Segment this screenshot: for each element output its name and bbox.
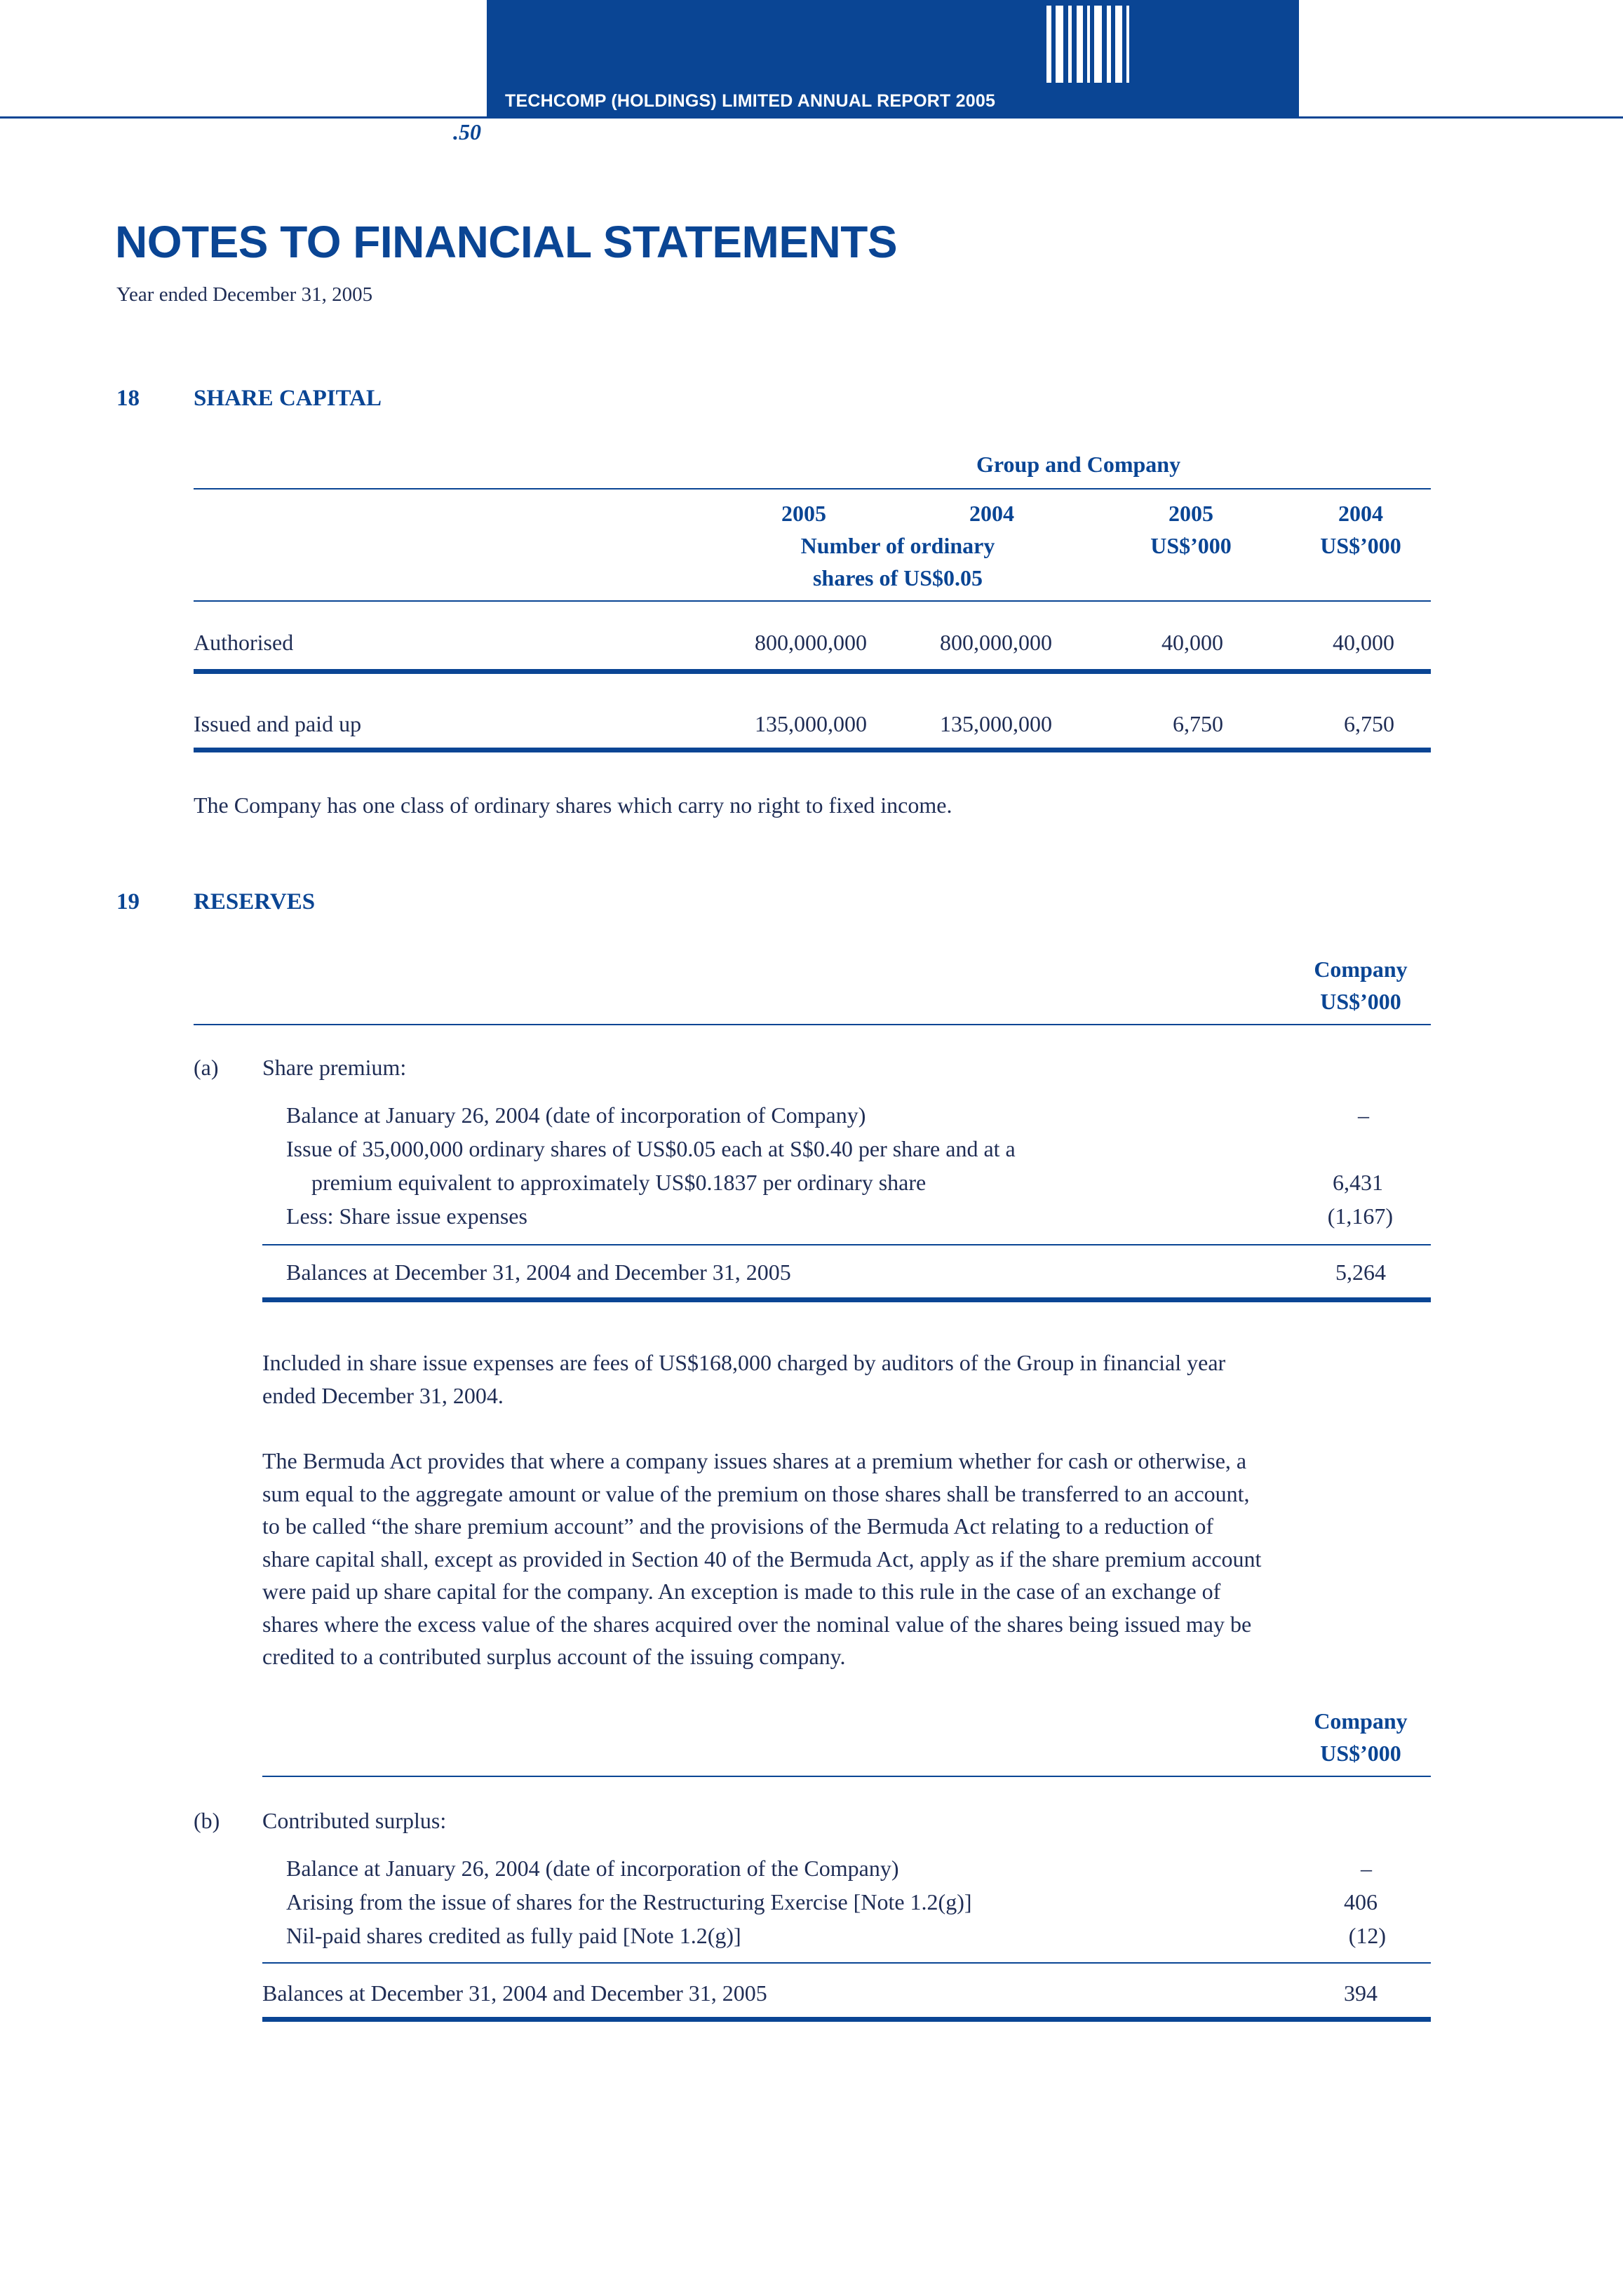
reserve-value: 6,431	[1333, 1170, 1383, 1195]
reserve-row: premium equivalent to approximately US$0.1837 per ordinary share	[311, 1170, 927, 1195]
reserve-total-label: Balances at December 31, 2004 and December 31, 2005	[262, 1980, 767, 2006]
paragraph-line: The Bermuda Act provides that where a company issues shares at a premium whether for cash or otherwise, a	[262, 1448, 1247, 1473]
table-rule-thick	[194, 748, 1431, 752]
company-col-header: Company	[1314, 957, 1408, 982]
note-19-title: RESERVES	[194, 889, 316, 914]
paragraph-line: to be called “the share premium account” and the provisions of the Bermuda Act relating to a reduction of	[262, 1513, 1213, 1539]
paragraph-line: sum equal to the aggregate amount or value of the premium on those shares shall be transferred to an account,	[262, 1480, 1250, 1506]
group-company-header: Group and Company	[976, 452, 1181, 477]
barcode-logo-icon	[1046, 6, 1136, 83]
header-rule	[0, 116, 1623, 119]
currency-col-header: US$’000	[1320, 1741, 1401, 1766]
currency-col-header: US$’000	[1320, 989, 1401, 1014]
reserve-row: Issue of 35,000,000 ordinary shares of US$0.05 each at S$0.40 per share and at a	[286, 1136, 1016, 1161]
page-number: .50	[453, 119, 481, 144]
reserve-row: Arising from the issue of shares for the Restructuring Exercise [Note 1.2(g)]	[286, 1889, 972, 1915]
paragraph-line: were paid up share capital for the company. An exception is made to this rule in the case of an exchange of	[262, 1579, 1221, 1604]
reserve-row: Balance at January 26, 2004 (date of incorporation of the Company)	[286, 1856, 899, 1881]
share-capital-note: The Company has one class of ordinary shares which carry no right to fixed income.	[194, 792, 952, 818]
currency-col-header: US$’000	[1320, 533, 1401, 558]
report-title: TECHCOMP (HOLDINGS) LIMITED ANNUAL REPORT 2005	[505, 91, 996, 111]
currency-col-header: US$’000	[1150, 533, 1232, 558]
paragraph-line: shares where the excess value of the shares acquired over the nominal value of the shares being issued may be	[262, 1611, 1252, 1637]
table-rule-thick	[194, 669, 1431, 674]
shares-col-header: Number of ordinary	[800, 533, 995, 558]
paragraph-line: credited to a contributed surplus account of the issuing company.	[262, 1644, 846, 1669]
page-subtitle: Year ended December 31, 2005	[116, 283, 373, 306]
reserve-row: Nil-paid shares credited as fully paid [Note 1.2(g)]	[286, 1923, 741, 1948]
table-rule-thick	[262, 1297, 1431, 1302]
paragraph-line: Included in share issue expenses are fees of US$168,000 charged by auditors of the Group in financial year	[262, 1350, 1226, 1375]
table-cell: 800,000,000	[940, 630, 1052, 655]
table-rule	[262, 1962, 1431, 1964]
bermuda-act-paragraph	[262, 1445, 1431, 1673]
paragraph-line: ended December 31, 2004.	[262, 1382, 504, 1408]
table-rule	[194, 600, 1431, 602]
reserve-total-value: 5,264	[1335, 1260, 1386, 1285]
paragraph-line: share capital shall, except as provided in Section 40 of the Bermuda Act, apply as if the share premium account	[262, 1546, 1262, 1572]
reserve-value: –	[1358, 1102, 1369, 1128]
col-header-year: 2004	[969, 501, 1014, 526]
table-cell: 40,000	[1333, 630, 1394, 655]
page-title: NOTES TO FINANCIAL STATEMENTS	[115, 217, 897, 267]
note-19-number: 19	[116, 889, 140, 914]
reserve-total-value: 394	[1344, 1980, 1378, 2006]
part-b-title: Contributed surplus:	[262, 1808, 447, 1833]
row-label: Authorised	[194, 630, 294, 655]
shares-col-header: shares of US$0.05	[812, 565, 983, 590]
note-18-number: 18	[116, 386, 140, 411]
table-cell: 800,000,000	[755, 630, 867, 655]
reserve-value: –	[1361, 1856, 1372, 1881]
reserve-value: 406	[1344, 1889, 1378, 1915]
table-rule	[194, 1024, 1431, 1025]
table-rule	[262, 1776, 1431, 1777]
col-header-year: 2004	[1338, 501, 1383, 526]
table-cell: 6,750	[1173, 711, 1223, 736]
col-header-year: 2005	[781, 501, 826, 526]
part-a-label: (a)	[194, 1055, 219, 1080]
company-col-header: Company	[1314, 1708, 1408, 1734]
share-expense-paragraph	[262, 1346, 1431, 1412]
reserve-row: Balance at January 26, 2004 (date of incorporation of Company)	[286, 1102, 866, 1128]
table-rule	[262, 1244, 1431, 1245]
reserve-value: (1,167)	[1327, 1203, 1393, 1229]
table-cell: 135,000,000	[755, 711, 867, 736]
col-header-year: 2005	[1169, 501, 1213, 526]
reserve-total-label: Balances at December 31, 2004 and December 31, 2005	[286, 1260, 791, 1285]
part-a-title: Share premium:	[262, 1055, 407, 1080]
note-18-title: SHARE CAPITAL	[194, 386, 382, 411]
table-rule	[194, 488, 1431, 489]
reserve-value: (12)	[1348, 1923, 1386, 1948]
table-cell: 40,000	[1161, 630, 1223, 655]
table-cell: 135,000,000	[940, 711, 1052, 736]
part-b-label: (b)	[194, 1808, 220, 1833]
table-cell: 6,750	[1344, 711, 1394, 736]
reserve-row: Less: Share issue expenses	[286, 1203, 527, 1229]
table-rule-thick	[262, 2017, 1431, 2022]
row-label: Issued and paid up	[194, 711, 362, 736]
